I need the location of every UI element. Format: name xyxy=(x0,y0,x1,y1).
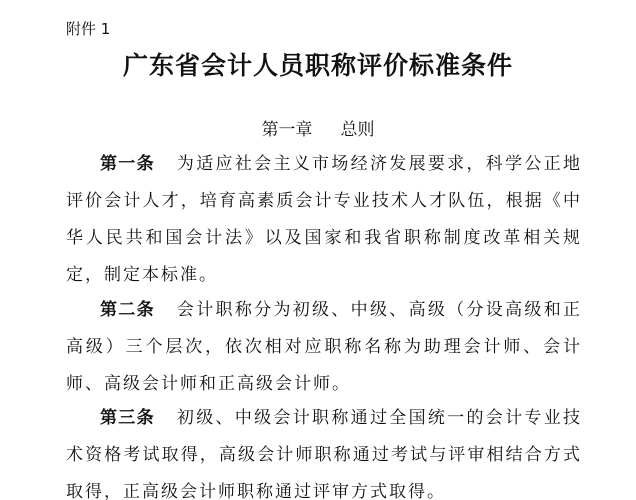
article-2-text: 会计职称分为初级、中级、高级（分设高级和正高级）三个层次，依次相对应职称名称为助理会计师、会计师、高级会计师和正高级会计师。 xyxy=(66,300,583,394)
chapter-heading xyxy=(0,118,636,142)
chapter-number: 第一章 xyxy=(261,120,313,140)
article-1 xyxy=(66,146,582,294)
chapter-name: 总则 xyxy=(340,120,375,140)
article-2-heading: 第二条 xyxy=(100,300,155,320)
article-1-text: 为适应社会主义市场经济发展要求，科学公正地评价会计人才，培育高素质会计专业技术人才队伍，根据《中华人民共和国会计法》以及国家和我省职称制度改革相关规定，制定本标准。 xyxy=(66,154,583,285)
article-1-heading: 第一条 xyxy=(100,154,155,174)
article-3-heading: 第三条 xyxy=(100,408,155,428)
article-3-text: 初级、中级会计职称通过全国统一的会计专业技术资格考试取得，高级会计师职称通过考试与评审相结合方式取得，正高级会计师职称通过评审方式取得。 xyxy=(66,408,583,500)
document-title: 广东省会计人员职称评价标准条件 xyxy=(122,51,513,80)
article-2 xyxy=(66,292,582,403)
attachment-label: 附件 1 xyxy=(66,20,111,38)
article-3 xyxy=(66,400,582,500)
